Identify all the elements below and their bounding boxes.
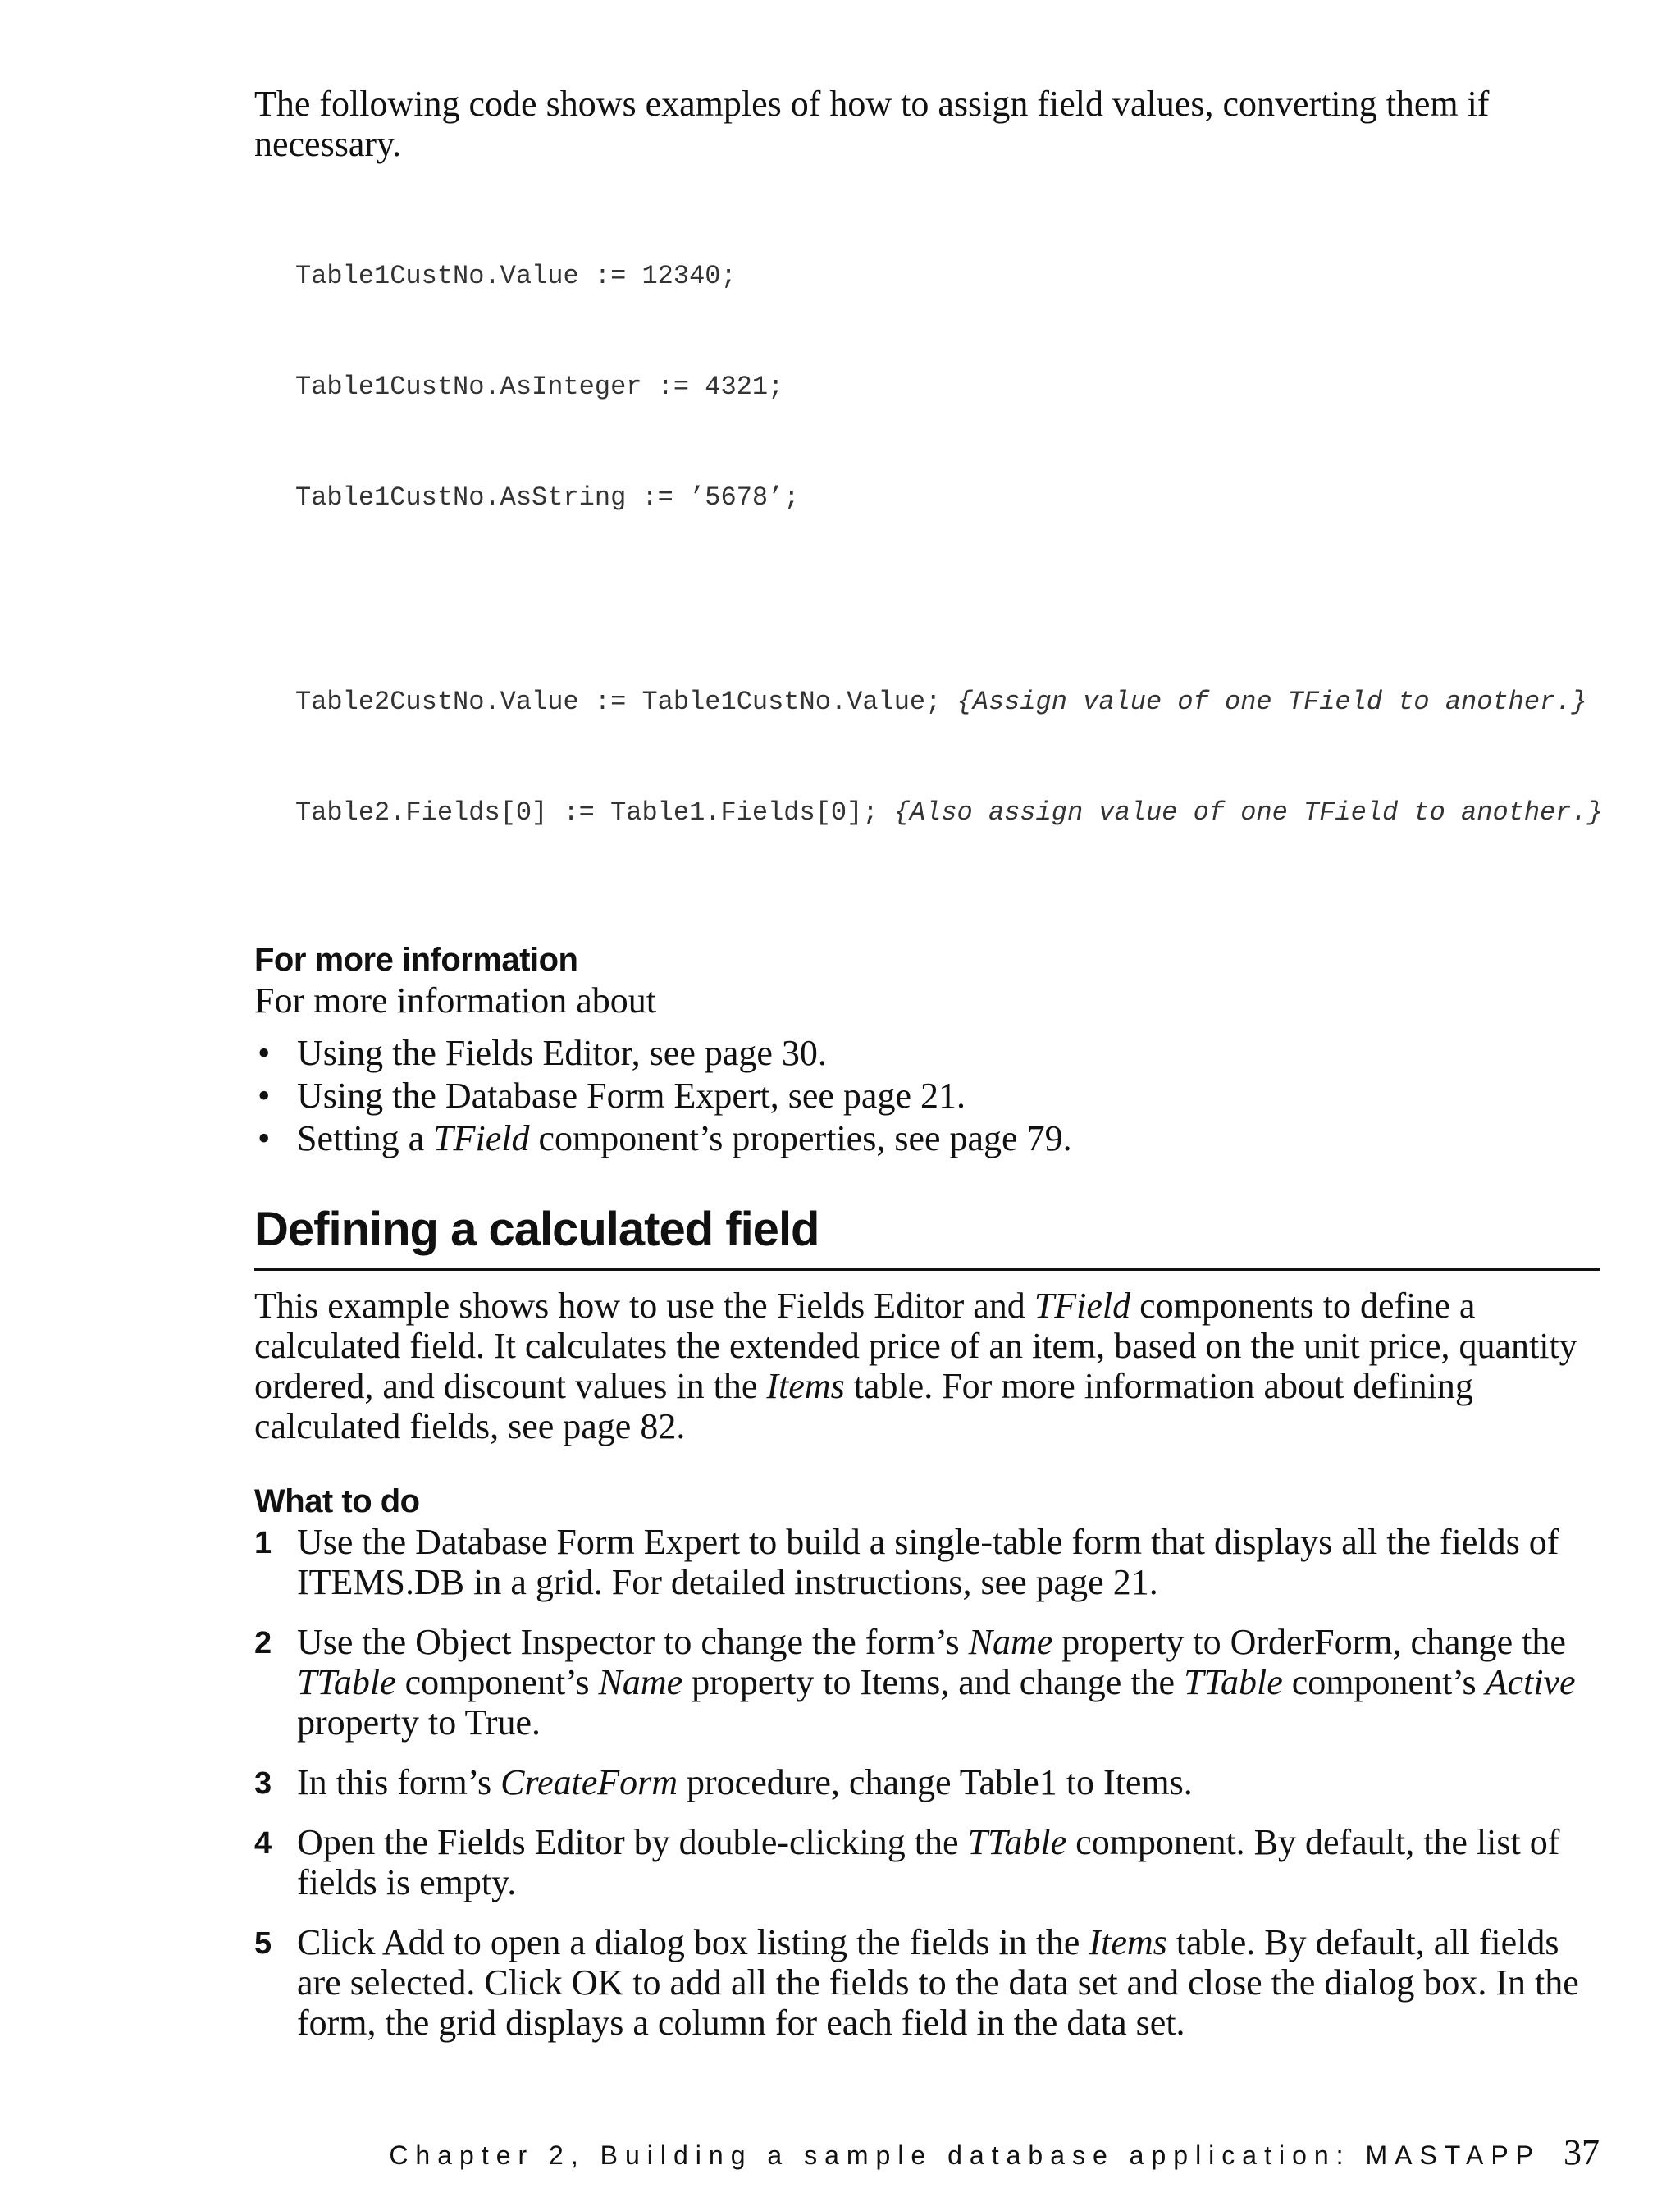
intro-paragraph: The following code shows examples of how to assign field values, converting them if necessary. — [254, 84, 1490, 164]
bullet-icon: • — [258, 1118, 271, 1158]
step-text: component’s — [395, 1662, 599, 1702]
step-text: Use the Database Form Expert to build a single-table form that displays all the fields of ITEMS.DB in a grid. For detailed instructions, see page 21. — [297, 1522, 1559, 1602]
code-line: Table1CustNo.AsInteger := 4321; — [295, 372, 784, 402]
list-item-emphasis: TField — [433, 1118, 530, 1158]
footer-chapter: Chapter 2, Building a sample database application: MASTAPP — [389, 2140, 1541, 2170]
step-emphasis: CreateForm — [500, 1762, 678, 1802]
list-item-text: Using the Database Form Expert, see page 21. — [297, 1076, 966, 1116]
step-number: 3 — [254, 1766, 272, 1801]
step-text: In this form’s — [297, 1762, 501, 1802]
code-line — [295, 683, 1600, 720]
code-line: Table1CustNo.Value := 12340; — [295, 261, 737, 291]
what-to-do-heading: What to do — [254, 1483, 420, 1519]
code-text: Table2CustNo.Value := Table1CustNo.Value; — [295, 687, 957, 717]
list-item — [254, 1032, 1600, 1075]
step-text: component’s — [1282, 1662, 1486, 1702]
step-emphasis: Items — [1089, 1922, 1167, 1962]
list-item-text: Setting a — [297, 1118, 434, 1158]
step-item — [254, 1922, 1600, 2043]
section-heading: Defining a calculated field — [254, 1203, 1600, 1271]
section-paragraph — [254, 1286, 1600, 1446]
more-info-lead: For more information about — [254, 980, 657, 1021]
step-item — [254, 1822, 1600, 1902]
para-text: components to define a calculated field. It calculates the extended price of an item, based on the unit price, quantity ordered, and discount values in the — [254, 1286, 1577, 1406]
step-text: property to True. — [297, 1702, 541, 1743]
step-text: table. By default, all fields are selected. Click OK to add all the fields to the data set and close the dialog box. In the form, the grid displays a column for each field in the data set. — [297, 1922, 1579, 2043]
step-text: Open the Fields Editor by double-clicking the — [297, 1822, 968, 1862]
list-item-text: Using the Fields Editor, see page 30. — [297, 1033, 827, 1073]
page-number: 37 — [1564, 2132, 1600, 2172]
bullet-icon: • — [258, 1033, 271, 1073]
para-text: table. For more information about defining calculated fields, see page 82. — [254, 1366, 1473, 1446]
step-number: 4 — [254, 1826, 272, 1861]
document-page — [254, 84, 1603, 2062]
step-text: property to OrderForm, change the — [1052, 1622, 1566, 1662]
step-text: property to Items, and change the — [682, 1662, 1185, 1702]
step-emphasis: TTable — [1184, 1662, 1283, 1702]
step-emphasis: Active — [1485, 1662, 1576, 1702]
step-number: 5 — [254, 1926, 272, 1961]
code-block-assignments — [295, 610, 1603, 905]
more-info-list — [254, 1032, 1600, 1160]
code-line: Table1CustNo.AsString := ’5678’; — [295, 482, 800, 513]
code-block-conversions — [295, 184, 1600, 590]
step-number: 1 — [254, 1526, 272, 1560]
code-comment: {Also assign value of one TField to another.} — [893, 797, 1603, 828]
step-emphasis: Name — [968, 1622, 1053, 1662]
para-emphasis: Items — [766, 1366, 845, 1406]
list-item — [254, 1117, 1600, 1160]
step-item — [254, 1762, 1600, 1802]
step-text: procedure, change Table1 to Items. — [678, 1762, 1193, 1802]
step-number: 2 — [254, 1626, 272, 1660]
step-emphasis: Name — [598, 1662, 683, 1702]
more-info-heading: For more information — [254, 942, 578, 978]
list-item-text: component’s properties, see page 79. — [529, 1118, 1072, 1158]
step-text: Click Add to open a dialog box listing the fields in the — [297, 1922, 1089, 1962]
para-emphasis: TField — [1034, 1286, 1131, 1326]
step-text: component. By default, the list of fields is empty. — [297, 1822, 1560, 1902]
code-comment: {Assign value of one TField to another.} — [956, 687, 1587, 717]
step-text: Use the Object Inspector to change the form’s — [297, 1622, 969, 1662]
list-item — [254, 1075, 1600, 1117]
step-emphasis: TTable — [297, 1662, 396, 1702]
code-text: Table2.Fields[0] := Table1.Fields[0]; — [295, 797, 894, 828]
bullet-icon: • — [258, 1076, 271, 1116]
step-emphasis: TTable — [967, 1822, 1067, 1862]
step-item — [254, 1522, 1600, 1602]
step-item — [254, 1622, 1600, 1743]
para-text: This example shows how to use the Fields Editor and — [254, 1286, 1034, 1326]
steps-list — [254, 1522, 1600, 2043]
code-line — [295, 794, 1603, 831]
page-footer — [389, 2131, 1600, 2173]
